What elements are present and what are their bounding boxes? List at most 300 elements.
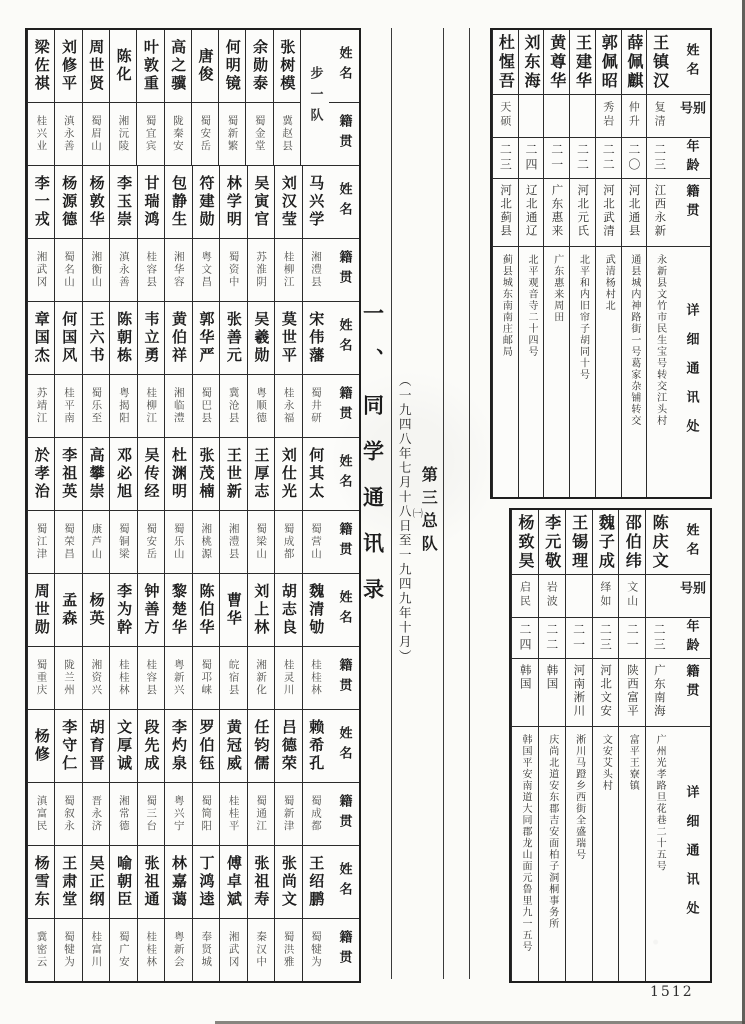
native-place-cell: [55, 510, 81, 573]
contact-native-cell-text: 陕西富平: [626, 664, 640, 718]
native-place-cell-text: 蜀犍为: [62, 931, 75, 969]
student-name-cell-text: 张树模: [278, 38, 297, 93]
contact-entry-column: [592, 510, 619, 981]
native-column-header: [329, 238, 359, 301]
student-name-cell-text: 吴正纲: [87, 854, 106, 909]
native-place-cell: [55, 102, 81, 165]
contact-native-cell-text: 韩国: [545, 664, 560, 691]
native-place-cell: [220, 646, 246, 709]
native-place-cell-text: 粤新会: [172, 931, 185, 969]
roster-entry-column: [82, 30, 109, 165]
native-place-cell: [138, 782, 164, 845]
native-place-cell-text: 蜀犍为: [310, 931, 323, 969]
address-header-text: 详细通讯处: [683, 303, 699, 448]
student-name-cell-text: 何明镜: [223, 38, 242, 93]
student-name-cell: [138, 438, 164, 510]
native-header: [672, 178, 710, 246]
contact-entry-column: [511, 510, 538, 981]
contact-age-cell-text: 二三: [498, 143, 513, 173]
roster-entry-column: [109, 710, 136, 845]
contact-native-cell-text: 河北武清: [601, 184, 616, 238]
contact-name-cell-text: 王锡理: [569, 513, 589, 571]
alias-header-text: 别号: [677, 101, 705, 120]
roster-entry-column: [137, 302, 164, 437]
student-name-cell-text: 曹华: [224, 591, 243, 628]
roster-band: [27, 437, 359, 573]
contact-address-cell: [539, 726, 565, 966]
student-name-cell: [303, 710, 329, 782]
student-name-cell-text: 莫世平: [279, 310, 298, 365]
native-place-cell-text: 桂永福: [282, 387, 295, 425]
contact-age-cell: [646, 617, 672, 658]
student-name-cell-text: 杨雪东: [32, 854, 51, 909]
student-name-cell: [83, 846, 109, 918]
roster-entry-column: [137, 166, 164, 301]
native-place-cell-text: 蜀邛崃: [200, 659, 213, 697]
student-name-cell-text: 陈伯华: [197, 582, 216, 637]
student-name-cell: [220, 574, 246, 646]
student-name-cell: [83, 302, 109, 374]
contact-name-cell: [493, 30, 518, 94]
contact-name-cell: [570, 30, 595, 94]
student-name-cell: [83, 438, 109, 510]
contact-age-cell-text: 二一: [549, 143, 564, 173]
roster-entry-column: [164, 710, 191, 845]
native-place-cell-text: 奉贤城: [200, 931, 213, 969]
student-name-cell-text: 何国风: [60, 310, 79, 365]
contact-alias-cell: [596, 94, 621, 137]
roster-entry-column: [82, 574, 109, 709]
native-place-cell-text: 桂柳江: [282, 251, 295, 289]
contact-address-cell-text: 富平王寮镇: [627, 734, 639, 792]
student-name-cell: [110, 574, 136, 646]
student-name-cell-text: 李为幹: [115, 582, 134, 637]
contact-native-cell: [512, 658, 538, 726]
contact-native-cell: [570, 178, 595, 246]
contact-address-cell: [596, 246, 621, 486]
student-name-cell-text: 胡志良: [279, 582, 298, 637]
student-name-cell: [303, 574, 329, 646]
contact-address-cell: [512, 726, 538, 966]
native-place-cell: [137, 102, 163, 165]
contact-address-cell: [647, 246, 672, 486]
roster-entry-column: [137, 846, 164, 981]
roster-entry-column: [164, 30, 191, 165]
roster-entry-column: [302, 846, 329, 981]
roster-band: [27, 30, 359, 165]
name-column-header-text: 姓名: [336, 861, 352, 902]
roster-entry-column: [274, 710, 301, 845]
native-place-cell-text: 蜀洪雅: [282, 931, 295, 969]
contact-address-cell-text: 淅川马蹬乡西街全盛瑞号: [573, 734, 585, 861]
native-place-cell-text: 桂柳江: [145, 387, 158, 425]
student-name-cell-text: 唐俊: [196, 47, 215, 84]
contact-alias-cell-text: 天硕: [498, 101, 512, 129]
student-name-cell: [55, 302, 81, 374]
contact-age-cell-text: 二二: [544, 623, 559, 653]
student-name-cell-text: 王绍鹏: [307, 854, 326, 909]
native-place-cell: [138, 918, 164, 981]
native-place-cell: [28, 102, 54, 165]
contact-name-cell: [646, 510, 672, 574]
student-name-cell: [165, 438, 191, 510]
student-name-cell-text: 杨敦华: [87, 174, 106, 229]
student-name-cell: [138, 574, 164, 646]
name-header: [672, 510, 710, 574]
roster-entry-column: [54, 302, 81, 437]
contact-name-cell: [596, 30, 621, 94]
native-place-cell: [248, 374, 274, 437]
native-header: [672, 658, 710, 726]
roster-entry-column: [274, 438, 301, 573]
name-column-header: [329, 166, 359, 238]
student-name-cell-text: 王世新: [224, 446, 243, 501]
native-column-header-text: 籍贯: [336, 793, 352, 834]
native-column-header-text: 籍贯: [336, 249, 352, 290]
roster-entry-column: [164, 846, 191, 981]
student-name-cell-text: 赖希孔: [307, 718, 326, 773]
student-name-cell-text: 郭华严: [197, 310, 216, 365]
native-place-cell-text: 湘资兴: [90, 659, 103, 697]
native-column-header-text: 籍贯: [336, 929, 352, 970]
student-name-cell-text: 孟森: [60, 591, 79, 628]
name-column-header: [329, 30, 359, 102]
student-name-cell: [192, 30, 218, 102]
contact-age-cell: [544, 137, 569, 178]
student-name-cell-text: 黄冠威: [224, 718, 243, 773]
student-name-cell-text: 高攀崇: [87, 446, 106, 501]
name-header-text: 姓名: [683, 523, 699, 561]
roster-band: [27, 709, 359, 845]
native-place-cell-text: 蜀巴县: [200, 387, 213, 425]
student-name-cell-text: 李守仁: [60, 718, 79, 773]
student-name-cell: [220, 710, 246, 782]
student-name-cell: [28, 302, 54, 374]
native-place-cell-text: 湘武冈: [35, 251, 48, 289]
native-place-cell: [219, 102, 245, 165]
native-place-cell-text: 蜀新繁: [226, 115, 239, 153]
roster-entry-column: [54, 166, 81, 301]
contact-age-cell-text: 二四: [517, 623, 532, 653]
native-place-cell-text: 蜀宜宾: [144, 115, 157, 153]
native-place-cell-text: 蜀资中: [227, 251, 240, 289]
contact-native-cell-text: 广东惠来: [550, 184, 565, 238]
contact-age-cell-text: 二一: [625, 623, 640, 653]
student-name-cell-text: 杨英: [87, 591, 106, 628]
native-place-cell: [248, 510, 274, 573]
native-place-cell-text: 桂桂林: [310, 659, 323, 697]
contact-native-cell: [539, 658, 565, 726]
roster-entry-column: [219, 710, 246, 845]
contact-name-cell: [619, 510, 645, 574]
native-place-cell-text: 陇兰州: [62, 659, 75, 697]
native-place-cell-text: 滇富民: [35, 795, 48, 833]
roster-entry-column: [302, 166, 329, 301]
native-place-cell: [303, 646, 329, 709]
roster-entry-column: [27, 438, 54, 573]
native-place-cell-text: 陇秦安: [171, 115, 184, 153]
native-place-cell: [55, 782, 81, 845]
contact-address-cell: [593, 726, 619, 966]
native-place-cell-text: 蜀安岳: [145, 523, 158, 561]
native-place-cell-text: 粤揭阳: [117, 387, 130, 425]
native-place-cell-text: 桂容县: [145, 659, 158, 697]
native-place-cell: [303, 238, 329, 301]
student-name-cell: [110, 710, 136, 782]
roster-entry-column: [54, 710, 81, 845]
roster-entry-column: [247, 438, 274, 573]
student-name-cell: [220, 302, 246, 374]
student-name-cell: [303, 846, 329, 918]
student-name-cell: [55, 846, 81, 918]
student-name-cell-text: 刘上林: [252, 582, 271, 637]
native-column-header: [329, 918, 359, 981]
student-name-cell: [165, 30, 191, 102]
contact-age-cell: [519, 137, 544, 178]
native-place-cell-text: 蜀乐至: [90, 387, 103, 425]
student-name-cell: [138, 846, 164, 918]
student-name-cell: [55, 574, 81, 646]
student-name-cell-text: 李灼泉: [170, 718, 188, 773]
student-name-cell: [165, 166, 191, 238]
student-name-cell: [138, 302, 164, 374]
native-place-cell: [83, 238, 109, 301]
student-name-cell: [83, 30, 109, 102]
name-column-header-text: 姓名: [336, 317, 352, 358]
native-place-cell: [28, 374, 54, 437]
contact-age-cell-text: 二二: [575, 143, 590, 173]
contact-entry-column: [518, 30, 544, 497]
roster-entry-column: [109, 166, 136, 301]
student-name-cell-text: 吴羲勋: [252, 310, 271, 365]
roster-entry-column: [247, 574, 274, 709]
student-name-cell: [28, 846, 54, 918]
contact-alias-cell: [539, 574, 565, 617]
native-place-cell: [275, 510, 301, 573]
roster-header-column: [329, 166, 359, 301]
roster-band: [27, 165, 359, 301]
roster-entry-column: [164, 438, 191, 573]
native-place-cell: [248, 782, 274, 845]
roster-entry-column: [219, 438, 246, 573]
native-place-cell: [165, 510, 191, 573]
unit-column: [300, 30, 329, 165]
address-header: [672, 726, 710, 981]
age-header: [672, 137, 710, 178]
roster-entry-column: [27, 574, 54, 709]
native-place-cell-text: 蜀叙永: [62, 795, 75, 833]
contact-native-cell-text: 广东南海: [652, 664, 667, 718]
roster-entry-column: [82, 846, 109, 981]
contact-name-cell-text: 邵伯纬: [623, 513, 643, 571]
student-name-cell-text: 周世贤: [87, 38, 106, 93]
student-name-cell-text: 吴传经: [142, 446, 161, 501]
native-place-cell: [275, 238, 301, 301]
native-place-cell: [28, 510, 54, 573]
student-name-cell: [193, 438, 219, 510]
student-name-cell: [55, 166, 81, 238]
native-place-cell: [55, 374, 81, 437]
contact-name-cell-text: 李元敬: [542, 513, 562, 571]
native-place-cell: [55, 646, 81, 709]
name-column-header-text: 姓名: [336, 725, 352, 766]
student-name-cell: [220, 846, 246, 918]
student-name-cell-text: 邓必旭: [115, 446, 134, 501]
student-name-cell: [248, 710, 274, 782]
student-name-cell-text: 陈化: [114, 47, 133, 84]
contact-age-cell: [622, 137, 647, 178]
roster-entry-column: [245, 30, 272, 165]
roster-entry-column: [54, 30, 81, 165]
student-name-cell-text: 文厚诚: [115, 718, 134, 773]
contact-native-cell-text: 河北文安: [599, 664, 614, 718]
native-place-cell-text: 桂桂平: [227, 795, 240, 833]
native-place-cell-text: 粤顺德: [255, 387, 268, 425]
native-place-cell-text: 桂兴业: [35, 115, 48, 153]
age-header-text: 年龄: [683, 619, 699, 657]
native-place-cell-text: 桂桂林: [117, 659, 130, 697]
roster-entry-column: [273, 30, 300, 165]
native-place-cell-text: 粤文昌: [200, 251, 213, 289]
native-place-cell-text: 湘衡山: [90, 251, 103, 289]
roster-entry-column: [54, 438, 81, 573]
student-name-cell-text: 张善元: [224, 310, 243, 365]
native-place-cell: [193, 918, 219, 981]
native-place-cell: [220, 918, 246, 981]
roster-band: [27, 301, 359, 437]
contact-age-cell-text: 二三: [598, 623, 613, 653]
name-column-header: [329, 846, 359, 918]
student-name-cell-text: 吴寅官: [252, 174, 271, 229]
contact-age-cell-text: 二〇: [626, 143, 641, 173]
contact-name-cell: [647, 30, 672, 94]
contact-name-cell-text: 郭佩昭: [599, 33, 619, 91]
native-place-cell: [83, 510, 109, 573]
name-header-text: 姓名: [683, 43, 699, 81]
student-name-cell: [165, 574, 191, 646]
contact-age-cell: [566, 617, 592, 658]
student-name-cell: [193, 302, 219, 374]
student-name-cell-text: 马兴学: [307, 174, 326, 229]
roster-entry-column: [137, 574, 164, 709]
student-name-cell: [138, 710, 164, 782]
contact-name-cell: [544, 30, 569, 94]
student-name-cell-text: 丁鸿逵: [197, 854, 216, 909]
address-header: [672, 246, 710, 497]
student-name-cell: [303, 302, 329, 374]
contact-name-cell: [622, 30, 647, 94]
age-header-text: 年龄: [683, 139, 699, 177]
native-header-text: 籍贯: [683, 664, 699, 702]
roster-entry-column: [302, 302, 329, 437]
contact-address-cell: [619, 726, 645, 966]
contact-entry-column: [538, 510, 565, 981]
student-name-cell-text: 刘汉莹: [279, 174, 298, 229]
native-place-cell-text: 桂平南: [62, 387, 75, 425]
contact-name-cell: [519, 30, 544, 94]
native-place-cell: [165, 374, 191, 437]
native-place-cell-text: 湘武冈: [227, 931, 240, 969]
contact-entry-column: [543, 30, 569, 497]
native-place-cell-text: 滇永善: [62, 115, 75, 153]
divider-line: [443, 28, 444, 979]
contact-address-cell: [544, 246, 569, 486]
native-place-cell: [110, 102, 136, 165]
student-name-cell-text: 梁佐祺: [32, 38, 51, 93]
roster-entry-column: [54, 574, 81, 709]
roster-entry-column: [247, 166, 274, 301]
alias-header: [672, 574, 710, 617]
student-name-cell-text: 何其太: [307, 446, 326, 501]
contact-alias-cell: [519, 94, 544, 137]
native-place-cell: [110, 238, 136, 301]
student-name-cell: [275, 166, 301, 238]
roster-entry-column: [82, 302, 109, 437]
contact-alias-cell: [566, 574, 592, 617]
native-place-cell-text: 晋永济: [90, 795, 103, 833]
student-name-cell-text: 罗伯钰: [197, 718, 216, 773]
student-name-cell-text: 任钧儒: [252, 718, 271, 773]
name-header: [672, 30, 710, 94]
native-place-cell: [165, 918, 191, 981]
student-name-cell: [28, 166, 54, 238]
student-name-cell: [248, 846, 274, 918]
contact-address-cell: [566, 726, 592, 966]
contact-age-cell: [596, 137, 621, 178]
student-name-cell-text: 张祖通: [142, 854, 161, 909]
student-name-cell: [193, 710, 219, 782]
native-place-cell-text: 蜀铜梁: [117, 523, 130, 561]
native-place-cell: [275, 374, 301, 437]
contact-alias-cell-text: 文山: [625, 581, 639, 609]
student-name-cell: [248, 574, 274, 646]
roster-entry-column: [274, 302, 301, 437]
student-name-cell-text: 魏清劬: [307, 582, 326, 637]
roster-header-column: [329, 846, 359, 981]
roster-entry-column: [247, 302, 274, 437]
native-place-cell-text: 蜀江津: [35, 523, 48, 561]
roster-entry-column: [27, 710, 54, 845]
student-name-cell-text: 余勋泰: [251, 38, 270, 93]
native-place-cell: [138, 646, 164, 709]
native-place-cell: [55, 918, 81, 981]
native-place-cell-text: 蜀成都: [310, 795, 323, 833]
roster-entry-column: [192, 846, 219, 981]
student-name-cell: [138, 166, 164, 238]
contact-age-cell: [647, 137, 672, 178]
contact-entry-column: [569, 30, 595, 497]
roster-entry-column: [192, 166, 219, 301]
roster-entry-column: [136, 30, 163, 165]
student-name-cell-text: 黎楚华: [170, 582, 188, 637]
native-place-cell: [83, 374, 109, 437]
student-name-cell-text: 李一戎: [32, 174, 51, 229]
native-place-cell-text: 康芦山: [90, 523, 103, 561]
native-place-cell: [303, 510, 329, 573]
contact-native-cell: [519, 178, 544, 246]
student-name-cell: [303, 166, 329, 238]
native-place-cell-text: 湘常德: [117, 795, 130, 833]
roster-entry-column: [27, 166, 54, 301]
native-place-cell: [83, 646, 109, 709]
name-column-header-text: 姓名: [336, 453, 352, 494]
student-name-cell: [220, 438, 246, 510]
native-place-cell-text: 蜀重庆: [35, 659, 48, 697]
contact-alias-cell: [512, 574, 538, 617]
name-column-header-text: 姓名: [336, 45, 352, 86]
native-column-header-text: 籍贯: [336, 521, 352, 562]
roster-header-column: [329, 710, 359, 845]
